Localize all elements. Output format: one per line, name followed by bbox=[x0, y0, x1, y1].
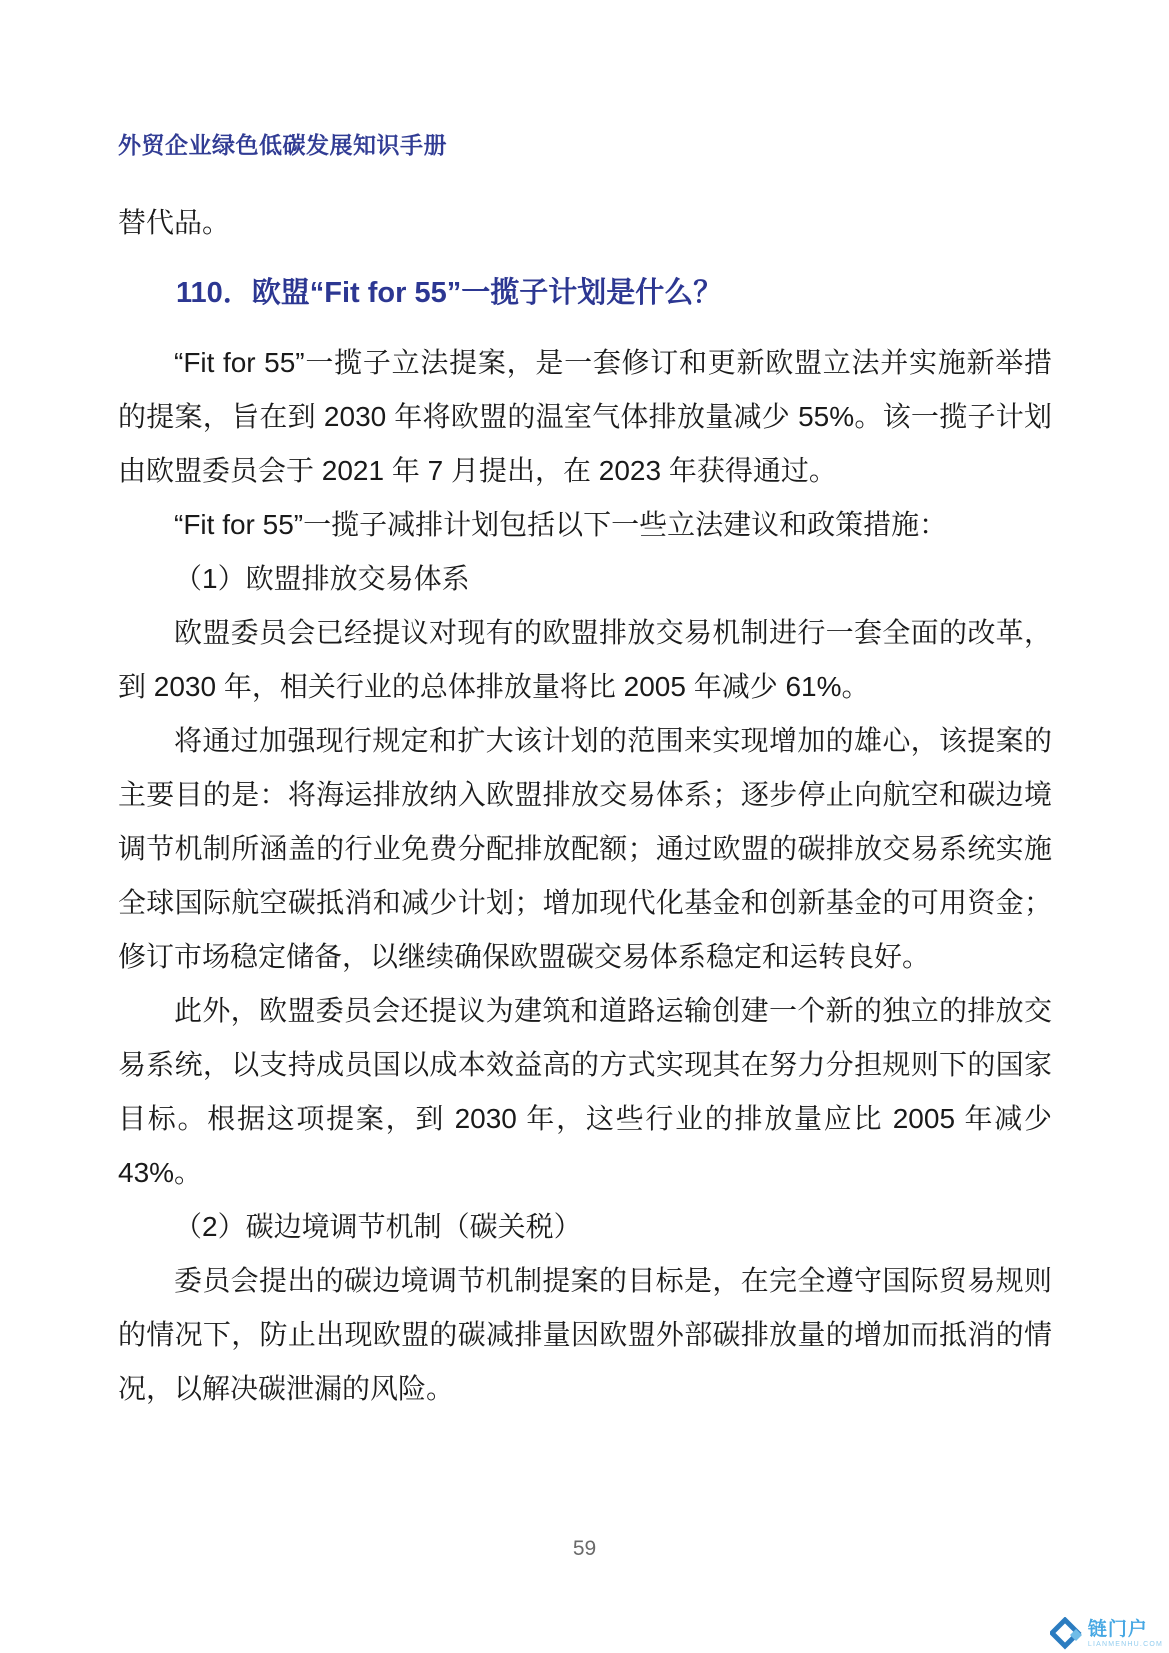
watermark-logo bbox=[1050, 1617, 1163, 1651]
document-header-title: 外贸企业绿色低碳发展知识手册 bbox=[118, 132, 447, 158]
watermark-brand-name: 链门户 bbox=[1087, 1619, 1148, 1640]
paragraph: 将通过加强现行规定和扩大该计划的范围来实现增加的雄心，该提案的主要目的是：将海运排放纳入欧盟排放交易体系；逐步停止向航空和碳边境调节机制所涵盖的行业免费分配排放配额；通过欧盟的碳排放交易系统实施全球国际航空碳抵消和减少计划；增加现代化基金和创新基金的可用资金；修订市场稳定储备，以继续确保欧盟碳交易体系稳定和运转良好。 bbox=[118, 725, 1052, 972]
watermark-domain-text: LIANMENHU.COM bbox=[1087, 1641, 1163, 1648]
paragraph-list-item: （1）欧盟排放交易体系 bbox=[174, 563, 470, 594]
paragraph-continuation: 替代品。 bbox=[118, 207, 231, 238]
section-title: 110．欧盟“Fit for 55”一揽子计划是什么？ bbox=[176, 277, 723, 309]
page-number: 59 bbox=[572, 1537, 597, 1560]
paragraph: 此外，欧盟委员会还提议为建筑和道路运输创建一个新的独立的排放交易系统，以支持成员国以成本效益高的方式实现其在努力分担规则下的国家目标。根据这项提案，到 2030 年，这些行业的排放量应比 2005 年减少 43%。 bbox=[118, 995, 1052, 1188]
document-body bbox=[118, 196, 1052, 1416]
watermark-text bbox=[1088, 1620, 1163, 1648]
paragraph: 欧盟委员会已经提议对现有的欧盟排放交易机制进行一套全面的改革，到 2030 年，相关行业的总体排放量将比 2005 年减少 61%。 bbox=[118, 617, 1052, 702]
paragraph: 委员会提出的碳边境调节机制提案的目标是，在完全遵守国际贸易规则的情况下，防止出现欧盟的碳减排量因欧盟外部碳排放量的增加而抵消的情况，以解决碳泄漏的风险。 bbox=[118, 1265, 1052, 1404]
paragraph-list-item: （2）碳边境调节机制（碳关税） bbox=[174, 1211, 582, 1242]
paragraph: “Fit for 55”一揽子立法提案，是一套修订和更新欧盟立法并实施新举措的提案，旨在到 2030 年将欧盟的温室气体排放量减少 55%。该一揽子计划由欧盟委员会于 2021 年 7 月提出，在 2023 年获得通过。 bbox=[118, 347, 1052, 486]
lianmenhu-diamond-icon bbox=[1050, 1617, 1084, 1651]
paragraph: “Fit for 55”一揽子减排计划包括以下一些立法建议和政策措施： bbox=[174, 509, 948, 540]
